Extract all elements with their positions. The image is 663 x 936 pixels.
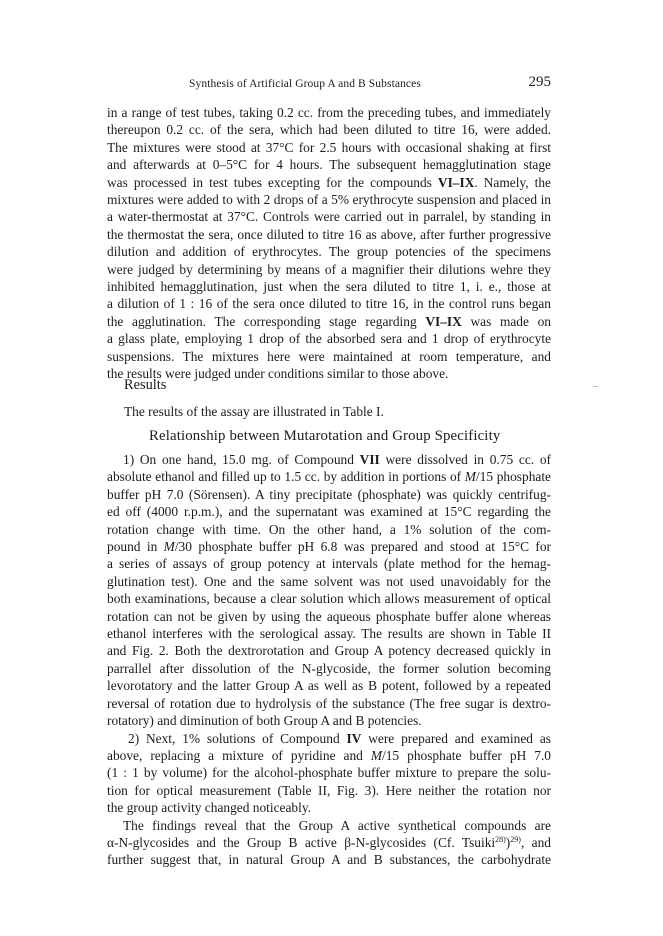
text-line: a water-thermostat at 37°C. Controls were carried out in parralel, by standing in [107,209,551,225]
text-line: parrallel after dissolution of the N-glycoside, the former solution becoming [107,660,551,676]
citation-ref: 28) [495,834,506,844]
citation-ref: 29) [510,834,521,844]
text-line: pound in M/30 phosphate buffer pH 6.8 was prepared and stood at 15°C for [107,539,551,555]
text-line: glutination test). One and the same solvent was not used unavoidably for the [107,573,551,589]
text-line: a dilution of 1 : 16 of the sera once diluted to titre 16, in the control runs began [107,296,551,312]
paragraph-methods [107,104,551,383]
text-line: were judged by determining by means of a magnifier their dilutions wehre they [107,261,551,277]
text-line: the thermostat the sera, once diluted to titre 16 as above, after further progressive [107,226,551,242]
text-line: further suggest that, in natural Group A and B substances, the carbohydrate [107,852,551,868]
margin-mark [593,386,598,387]
text-line: The mixtures were stood at 37°C for 2.5 hours with occasional shaking at first [107,139,551,155]
compound-ref: VI–IX [437,174,475,190]
text-line: dilution and addition of erythrocytes. The group potencies of the specimens [107,244,551,260]
text-line: both examinations, because a clear solution which allows measurement of optical [107,591,551,607]
compound-ref: VI–IX [425,313,462,329]
text-line: thereupon 0.2 cc. of the sera, which had been diluted to titre 16, were added. [107,122,551,138]
compound-ref: VII [359,452,380,467]
text-line: reversal of rotation due to hydrolysis of the substance (The free sugar is dextro- [107,695,551,711]
section-heading: Relationship between Mutarotation and Group Specificity [149,428,501,444]
running-title: Synthesis of Artificial Group A and B Substances [189,78,421,90]
text-line: buffer pH 7.0 (Sörensen). A tiny precipitate (phosphate) was quickly centrifug- [107,486,551,502]
text-line: above, replacing a mixture of pyridine and M/15 phosphate buffer pH 7.0 [107,747,551,763]
text-line: was processed in test tubes excepting for the compounds VI–IX. Namely, the [107,174,551,190]
text-line: a series of assays of group potency at intervals (plate method for the hemag- [107,556,551,572]
text-line: α-N-glycosides and the Group B active β-N-glycosides (Cf. Tsuiki$^{28)}$)$^{29)}$, and [107,834,551,850]
text-line: mixtures were added to with 2 drops of a 5% erythrocyte suspension and placed in [107,192,551,208]
text-line: rotation change with time. On the other hand, a 1% solution of the com- [107,521,551,537]
compound-ref: IV [346,730,362,746]
text-line: (1 : 1 by volume) for the alcohol-phosphate buffer mixture to prepare the solu- [107,765,551,781]
text-line: rotatory) and diminution of both Group A and B potencies. [107,713,422,729]
text-line: in a range of test tubes, taking 0.2 cc. from the preceding tubes, and immediately [107,105,551,120]
text-line: suspensions. The mixtures here were maintained at room temperature, and [107,348,551,364]
text-line: ed off (4000 r.p.m.), and the supernatant was examined at 15°C regarding the [107,504,551,520]
text-line: the results were judged under conditions similar to those above. [107,366,449,382]
text-line: rotation can not be given by using the aqueous phosphate buffer alone whereas [107,608,551,624]
text-line: levorotatory and the latter Group A as well as B potent, followed by a repeated [107,678,551,694]
text-line: and Fig. 2. Both the dextrorotation and Group A potency decreased quickly in [107,643,551,659]
page-number: 295 [528,74,551,90]
text-line: 1) On one hand, 15.0 mg. of Compound VII were dissolved in 0.75 cc. of [123,452,552,467]
text-line: inhibited hemagglutination, just when the sera diluted to titre 1, i. e., those at [107,279,551,295]
text-line: The findings reveal that the Group A active synthetical compounds are [123,817,551,833]
paragraphs-mutarotation [107,451,551,869]
text-line: absolute ethanol and filled up to 1.5 cc. by addition in portions of M/15 phosphate [107,469,551,485]
text-line: the group activity changed noticeably. [107,800,312,816]
results-text: The results of the assay are illustrated in Table I. [124,404,384,419]
text-line: the agglutination. The corresponding stage regarding VI–IX was made on [107,313,551,329]
text-line: and afterwards at 0–5°C for 4 hours. The subsequent hemagglutination stage [107,157,551,173]
text-line: 2) Next, 1% solutions of Compound IV were prepared and examined as [128,730,551,746]
text-line: a glass plate, employing 1 drop of the absorbed sera and 1 drop of erythrocyte [107,331,551,347]
text-line: tion for optical measurement (Table II, Fig. 3). Here neither the rotation nor [107,782,551,798]
text-line: ethanol interferes with the serological assay. The results are shown in Table II [107,626,551,642]
page-header [107,74,551,96]
results-heading: Results [124,377,167,393]
